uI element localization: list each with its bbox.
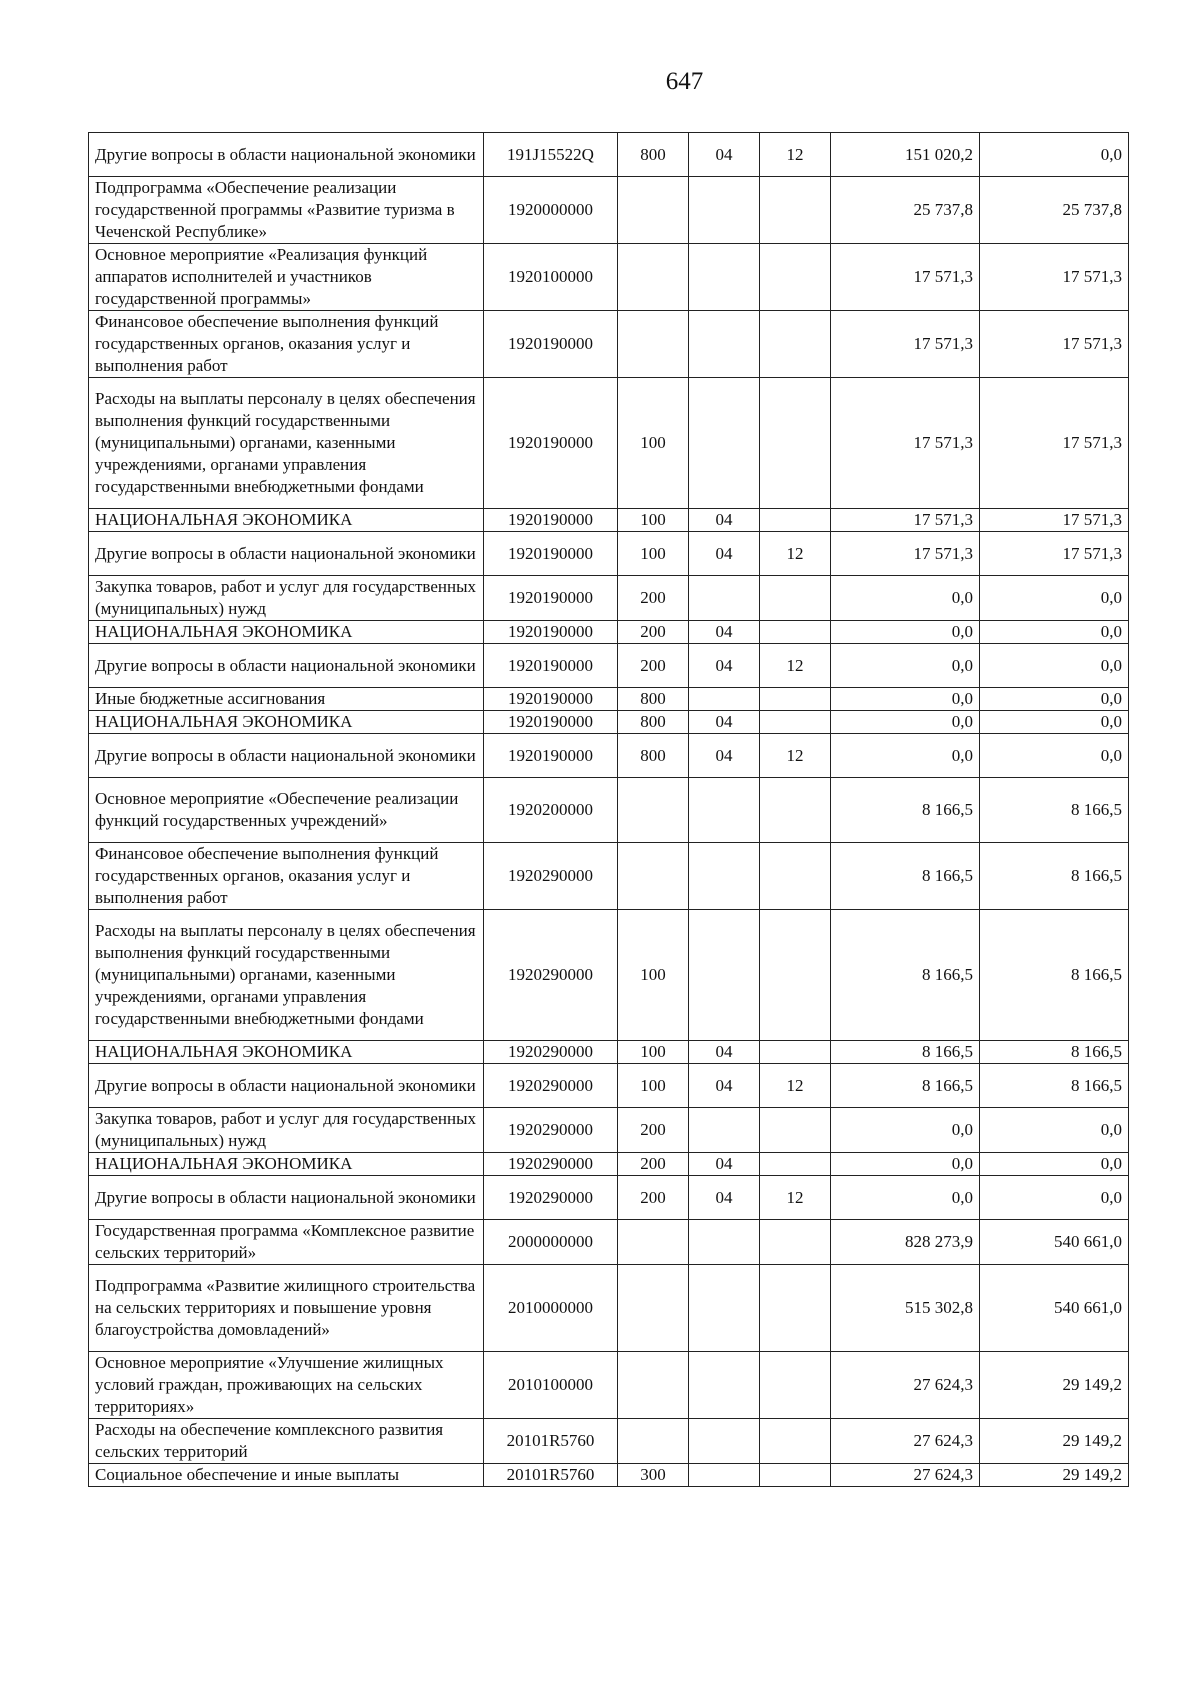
row-value-2-cell: 29 149,2 (980, 1419, 1129, 1464)
table-row (89, 910, 1129, 1041)
row-subsection-cell (760, 1220, 831, 1265)
row-name-cell: Государственная программа «Комплексное развитие сельских территорий» (89, 1220, 484, 1265)
row-name-cell: Другие вопросы в области национальной экономики (89, 1064, 484, 1108)
row-code-cell: 1920190000 (484, 378, 618, 509)
row-name-cell: Другие вопросы в области национальной экономики (89, 1176, 484, 1220)
row-value-2-cell: 8 166,5 (980, 1041, 1129, 1064)
row-subsection-cell (760, 621, 831, 644)
row-value-2-cell: 17 571,3 (980, 532, 1129, 576)
row-expense-type-cell (618, 244, 689, 311)
row-value-2-cell: 17 571,3 (980, 509, 1129, 532)
row-value-2-cell: 0,0 (980, 711, 1129, 734)
row-subsection-cell: 12 (760, 1176, 831, 1220)
table-row (89, 1419, 1129, 1464)
row-code-cell: 1920290000 (484, 910, 618, 1041)
row-value-1-cell: 25 737,8 (831, 177, 980, 244)
row-subsection-cell (760, 1041, 831, 1064)
row-value-1-cell: 828 273,9 (831, 1220, 980, 1265)
row-value-1-cell: 0,0 (831, 1108, 980, 1153)
row-subsection-cell (760, 509, 831, 532)
table-row (89, 576, 1129, 621)
table-row (89, 644, 1129, 688)
row-code-cell: 1920290000 (484, 1064, 618, 1108)
row-code-cell: 1920190000 (484, 734, 618, 778)
row-expense-type-cell: 100 (618, 509, 689, 532)
row-section-cell (689, 1265, 760, 1352)
row-expense-type-cell: 800 (618, 734, 689, 778)
row-expense-type-cell: 200 (618, 1176, 689, 1220)
row-expense-type-cell: 200 (618, 621, 689, 644)
row-value-1-cell: 8 166,5 (831, 778, 980, 843)
row-code-cell: 1920290000 (484, 1041, 618, 1064)
row-name-cell: Другие вопросы в области национальной экономики (89, 734, 484, 778)
row-code-cell: 2010100000 (484, 1352, 618, 1419)
row-name-cell: Другие вопросы в области национальной экономики (89, 133, 484, 177)
row-expense-type-cell: 100 (618, 1041, 689, 1064)
table-row (89, 1464, 1129, 1487)
row-name-cell: Социальное обеспечение и иные выплаты (89, 1464, 484, 1487)
table-row (89, 244, 1129, 311)
table-row (89, 133, 1129, 177)
row-value-1-cell: 27 624,3 (831, 1352, 980, 1419)
row-section-cell (689, 1464, 760, 1487)
row-value-1-cell: 8 166,5 (831, 1041, 980, 1064)
table-row (89, 1153, 1129, 1176)
row-expense-type-cell (618, 311, 689, 378)
row-code-cell: 1920190000 (484, 311, 618, 378)
budget-table (88, 132, 1129, 1487)
row-section-cell (689, 910, 760, 1041)
row-subsection-cell (760, 1153, 831, 1176)
row-section-cell (689, 576, 760, 621)
row-name-cell: Основное мероприятие «Обеспечение реализации функций государственных учреждений» (89, 778, 484, 843)
row-subsection-cell (760, 1108, 831, 1153)
row-expense-type-cell (618, 1265, 689, 1352)
row-subsection-cell (760, 843, 831, 910)
row-section-cell (689, 311, 760, 378)
row-value-1-cell: 0,0 (831, 1176, 980, 1220)
row-name-cell: Финансовое обеспечение выполнения функций государственных органов, оказания услуг и выполнения работ (89, 311, 484, 378)
row-name-cell: Финансовое обеспечение выполнения функций государственных органов, оказания услуг и выполнения работ (89, 843, 484, 910)
table-row (89, 1108, 1129, 1153)
row-value-2-cell: 0,0 (980, 133, 1129, 177)
row-value-1-cell: 0,0 (831, 576, 980, 621)
table-row (89, 843, 1129, 910)
row-value-2-cell: 0,0 (980, 644, 1129, 688)
row-value-2-cell: 29 149,2 (980, 1352, 1129, 1419)
row-section-cell: 04 (689, 1153, 760, 1176)
row-code-cell: 1920290000 (484, 1176, 618, 1220)
table-row (89, 311, 1129, 378)
row-value-2-cell: 0,0 (980, 1153, 1129, 1176)
row-code-cell: 20101R5760 (484, 1419, 618, 1464)
budget-table-body (89, 133, 1129, 1487)
row-code-cell: 1920100000 (484, 244, 618, 311)
row-expense-type-cell: 200 (618, 1108, 689, 1153)
table-row (89, 711, 1129, 734)
row-name-cell: НАЦИОНАЛЬНАЯ ЭКОНОМИКА (89, 1041, 484, 1064)
table-row (89, 621, 1129, 644)
table-row (89, 1220, 1129, 1265)
row-section-cell (689, 378, 760, 509)
row-name-cell: Подпрограмма «Развитие жилищного строительства на сельских территориях и повышение уровня благоустройства домовладений» (89, 1265, 484, 1352)
row-code-cell: 191J15522Q (484, 133, 618, 177)
row-subsection-cell: 12 (760, 734, 831, 778)
row-value-1-cell: 0,0 (831, 734, 980, 778)
row-name-cell: НАЦИОНАЛЬНАЯ ЭКОНОМИКА (89, 621, 484, 644)
row-name-cell: Закупка товаров, работ и услуг для государственных (муниципальных) нужд (89, 576, 484, 621)
row-expense-type-cell (618, 778, 689, 843)
row-section-cell (689, 177, 760, 244)
row-section-cell (689, 688, 760, 711)
row-section-cell: 04 (689, 711, 760, 734)
row-expense-type-cell: 200 (618, 576, 689, 621)
row-name-cell: Расходы на выплаты персоналу в целях обеспечения выполнения функций государственными (муниципальными) органами, казенными учреждениями, органами управления государственными внебюджетными фондами (89, 910, 484, 1041)
row-value-2-cell: 8 166,5 (980, 1064, 1129, 1108)
row-value-2-cell: 25 737,8 (980, 177, 1129, 244)
row-value-1-cell: 17 571,3 (831, 532, 980, 576)
row-code-cell: 1920190000 (484, 644, 618, 688)
row-name-cell: НАЦИОНАЛЬНАЯ ЭКОНОМИКА (89, 1153, 484, 1176)
row-value-2-cell: 0,0 (980, 1108, 1129, 1153)
row-section-cell (689, 778, 760, 843)
row-name-cell: Подпрограмма «Обеспечение реализации государственной программы «Развитие туризма в Чеченской Республике» (89, 177, 484, 244)
row-section-cell: 04 (689, 621, 760, 644)
row-name-cell: НАЦИОНАЛЬНАЯ ЭКОНОМИКА (89, 711, 484, 734)
row-name-cell: Закупка товаров, работ и услуг для государственных (муниципальных) нужд (89, 1108, 484, 1153)
table-row (89, 1041, 1129, 1064)
row-section-cell: 04 (689, 133, 760, 177)
row-code-cell: 1920190000 (484, 711, 618, 734)
page-number: 647 (665, 68, 704, 95)
row-value-2-cell: 17 571,3 (980, 378, 1129, 509)
row-section-cell: 04 (689, 644, 760, 688)
row-section-cell (689, 1352, 760, 1419)
table-row (89, 532, 1129, 576)
row-expense-type-cell: 100 (618, 910, 689, 1041)
row-value-1-cell: 8 166,5 (831, 910, 980, 1041)
table-row (89, 1265, 1129, 1352)
row-name-cell: Другие вопросы в области национальной экономики (89, 532, 484, 576)
row-code-cell: 1920290000 (484, 1153, 618, 1176)
row-expense-type-cell (618, 843, 689, 910)
row-value-2-cell: 540 661,0 (980, 1220, 1129, 1265)
row-value-1-cell: 27 624,3 (831, 1464, 980, 1487)
row-name-cell: Расходы на выплаты персоналу в целях обеспечения выполнения функций государственными (муниципальными) органами, казенными учреждениями, органами управления государственными внебюджетными фондами (89, 378, 484, 509)
row-name-cell: Иные бюджетные ассигнования (89, 688, 484, 711)
row-code-cell: 1920000000 (484, 177, 618, 244)
row-subsection-cell: 12 (760, 133, 831, 177)
row-section-cell: 04 (689, 734, 760, 778)
row-subsection-cell (760, 311, 831, 378)
row-value-1-cell: 8 166,5 (831, 843, 980, 910)
row-section-cell (689, 1108, 760, 1153)
row-value-1-cell: 0,0 (831, 644, 980, 688)
row-value-1-cell: 0,0 (831, 711, 980, 734)
row-section-cell: 04 (689, 1064, 760, 1108)
row-code-cell: 2010000000 (484, 1265, 618, 1352)
row-value-1-cell: 0,0 (831, 1153, 980, 1176)
row-value-1-cell: 17 571,3 (831, 378, 980, 509)
row-name-cell: Основное мероприятие «Улучшение жилищных условий граждан, проживающих на сельских территориях» (89, 1352, 484, 1419)
row-value-2-cell: 17 571,3 (980, 244, 1129, 311)
row-expense-type-cell (618, 1419, 689, 1464)
row-code-cell: 1920290000 (484, 1108, 618, 1153)
table-row (89, 1176, 1129, 1220)
row-value-2-cell: 0,0 (980, 1176, 1129, 1220)
row-expense-type-cell (618, 1352, 689, 1419)
row-section-cell (689, 244, 760, 311)
row-expense-type-cell: 100 (618, 532, 689, 576)
row-value-1-cell: 17 571,3 (831, 244, 980, 311)
row-subsection-cell: 12 (760, 1064, 831, 1108)
row-value-1-cell: 515 302,8 (831, 1265, 980, 1352)
row-subsection-cell (760, 1419, 831, 1464)
row-value-2-cell: 0,0 (980, 688, 1129, 711)
row-section-cell: 04 (689, 532, 760, 576)
row-value-1-cell: 27 624,3 (831, 1419, 980, 1464)
row-code-cell: 1920190000 (484, 576, 618, 621)
table-row (89, 1352, 1129, 1419)
table-row (89, 378, 1129, 509)
row-section-cell (689, 1220, 760, 1265)
row-subsection-cell (760, 177, 831, 244)
row-value-2-cell: 540 661,0 (980, 1265, 1129, 1352)
row-value-1-cell: 17 571,3 (831, 311, 980, 378)
row-subsection-cell (760, 1265, 831, 1352)
row-value-1-cell: 0,0 (831, 621, 980, 644)
row-value-2-cell: 0,0 (980, 576, 1129, 621)
row-subsection-cell (760, 688, 831, 711)
row-value-1-cell: 8 166,5 (831, 1064, 980, 1108)
row-name-cell: НАЦИОНАЛЬНАЯ ЭКОНОМИКА (89, 509, 484, 532)
row-subsection-cell: 12 (760, 532, 831, 576)
row-subsection-cell (760, 1352, 831, 1419)
row-value-2-cell: 17 571,3 (980, 311, 1129, 378)
row-expense-type-cell: 100 (618, 1064, 689, 1108)
row-value-1-cell: 0,0 (831, 688, 980, 711)
table-row (89, 778, 1129, 843)
row-expense-type-cell: 200 (618, 644, 689, 688)
row-name-cell: Другие вопросы в области национальной экономики (89, 644, 484, 688)
table-row (89, 734, 1129, 778)
row-value-2-cell: 0,0 (980, 734, 1129, 778)
table-row (89, 509, 1129, 532)
row-expense-type-cell: 300 (618, 1464, 689, 1487)
row-code-cell: 1920190000 (484, 509, 618, 532)
row-subsection-cell (760, 244, 831, 311)
row-section-cell (689, 1419, 760, 1464)
row-expense-type-cell: 800 (618, 133, 689, 177)
row-code-cell: 2000000000 (484, 1220, 618, 1265)
row-value-1-cell: 151 020,2 (831, 133, 980, 177)
row-expense-type-cell: 800 (618, 688, 689, 711)
row-subsection-cell (760, 378, 831, 509)
row-subsection-cell: 12 (760, 644, 831, 688)
row-expense-type-cell: 800 (618, 711, 689, 734)
row-code-cell: 1920190000 (484, 532, 618, 576)
row-code-cell: 1920190000 (484, 688, 618, 711)
row-subsection-cell (760, 1464, 831, 1487)
row-section-cell: 04 (689, 1176, 760, 1220)
table-row (89, 688, 1129, 711)
table-row (89, 177, 1129, 244)
row-value-2-cell: 8 166,5 (980, 778, 1129, 843)
row-value-2-cell: 8 166,5 (980, 910, 1129, 1041)
row-name-cell: Основное мероприятие «Реализация функций аппаратов исполнителей и участников государственной программы» (89, 244, 484, 311)
row-subsection-cell (760, 910, 831, 1041)
row-expense-type-cell: 100 (618, 378, 689, 509)
row-value-2-cell: 29 149,2 (980, 1464, 1129, 1487)
row-name-cell: Расходы на обеспечение комплексного развития сельских территорий (89, 1419, 484, 1464)
row-expense-type-cell: 200 (618, 1153, 689, 1176)
row-value-2-cell: 0,0 (980, 621, 1129, 644)
row-code-cell: 1920200000 (484, 778, 618, 843)
row-subsection-cell (760, 576, 831, 621)
row-subsection-cell (760, 778, 831, 843)
row-section-cell: 04 (689, 1041, 760, 1064)
row-subsection-cell (760, 711, 831, 734)
row-expense-type-cell (618, 1220, 689, 1265)
row-value-2-cell: 8 166,5 (980, 843, 1129, 910)
row-section-cell (689, 843, 760, 910)
row-code-cell: 1920290000 (484, 843, 618, 910)
table-row (89, 1064, 1129, 1108)
row-code-cell: 20101R5760 (484, 1464, 618, 1487)
row-code-cell: 1920190000 (484, 621, 618, 644)
row-expense-type-cell (618, 177, 689, 244)
row-section-cell: 04 (689, 509, 760, 532)
row-value-1-cell: 17 571,3 (831, 509, 980, 532)
